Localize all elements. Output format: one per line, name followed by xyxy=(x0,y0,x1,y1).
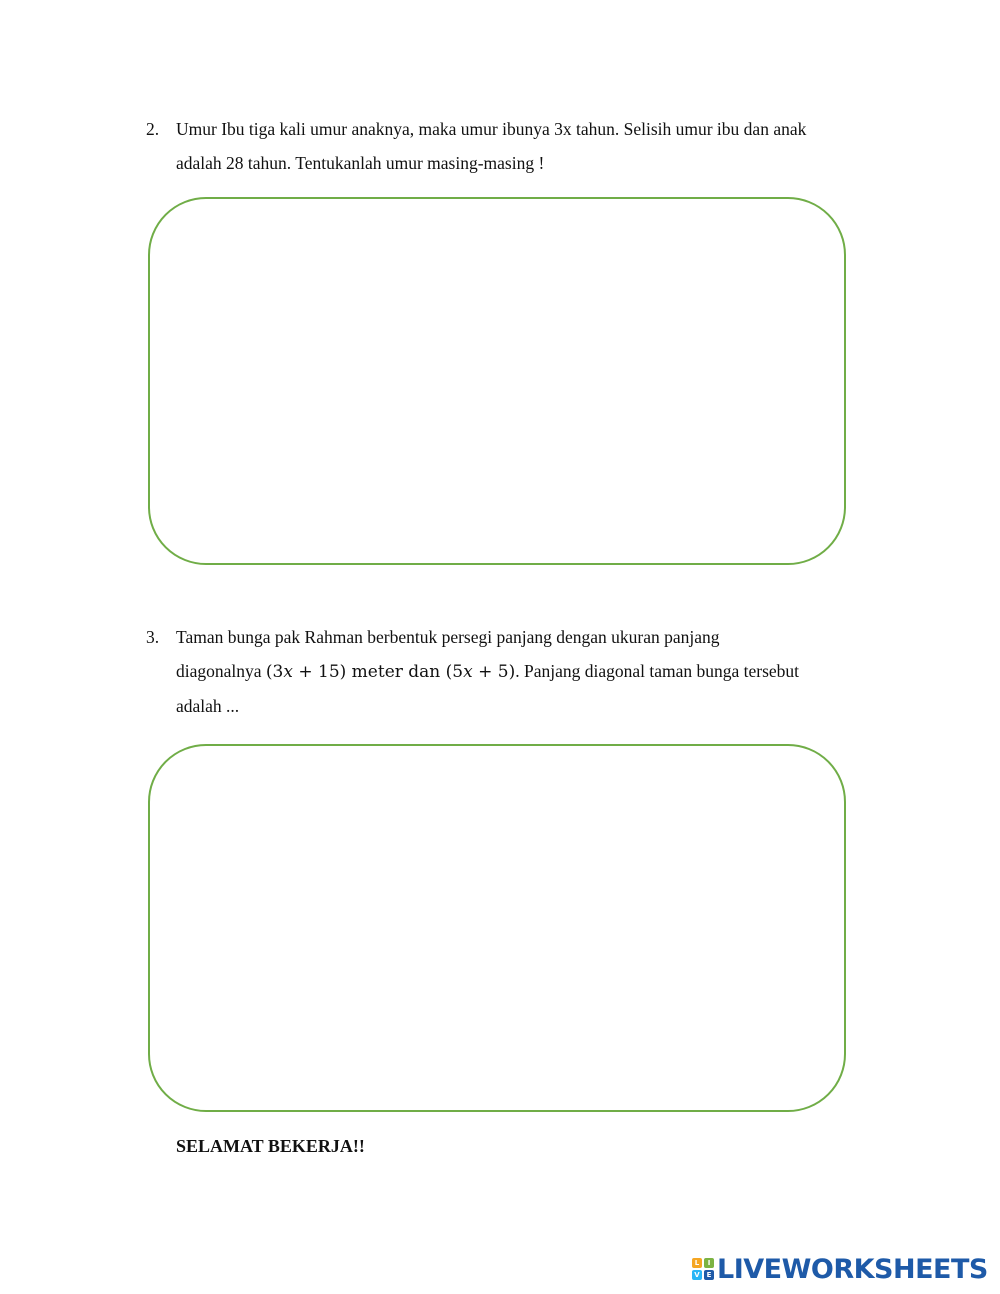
math-part: (3 xyxy=(265,662,284,682)
question-2 xyxy=(146,112,896,180)
answer-box-2[interactable] xyxy=(148,197,846,565)
logo-tile: I xyxy=(704,1258,714,1268)
logo-mark-icon xyxy=(692,1258,714,1280)
math-variable: x xyxy=(283,662,293,682)
math-text: meter dan xyxy=(346,662,446,682)
math-part: (5 xyxy=(445,662,464,682)
logo-text: LIVEWORKSHEETS xyxy=(717,1253,988,1285)
question-text-line: adalah 28 tahun. Tentukanlah umur masing-masing ! xyxy=(176,153,545,173)
answer-box-3[interactable] xyxy=(148,744,846,1112)
text-segment: diagonalnya xyxy=(176,661,266,681)
math-variable: x xyxy=(463,662,473,682)
question-text-line xyxy=(176,654,896,689)
text-segment: . Panjang diagonal taman bunga tersebut xyxy=(515,661,800,681)
math-part: + 15) xyxy=(292,662,347,682)
logo-tile: L xyxy=(692,1258,702,1268)
math-part: + 5) xyxy=(472,662,516,682)
question-text-line: Umur Ibu tiga kali umur anaknya, maka umur ibunya 3x tahun. Selisih umur ibu dan anak xyxy=(176,119,807,139)
liveworksheets-logo xyxy=(692,1253,988,1285)
question-text-line: Taman bunga pak Rahman berbentuk persegi panjang dengan ukuran panjang xyxy=(176,627,720,647)
math-expression xyxy=(266,662,515,682)
closing-text: SELAMAT BEKERJA!! xyxy=(176,1136,365,1156)
logo-tile: E xyxy=(704,1270,714,1280)
question-text-line: adalah ... xyxy=(176,696,240,716)
question-number: 2. xyxy=(146,119,160,139)
question-number: 3. xyxy=(146,627,160,647)
question-3 xyxy=(146,620,896,723)
logo-tile: V xyxy=(692,1270,702,1280)
